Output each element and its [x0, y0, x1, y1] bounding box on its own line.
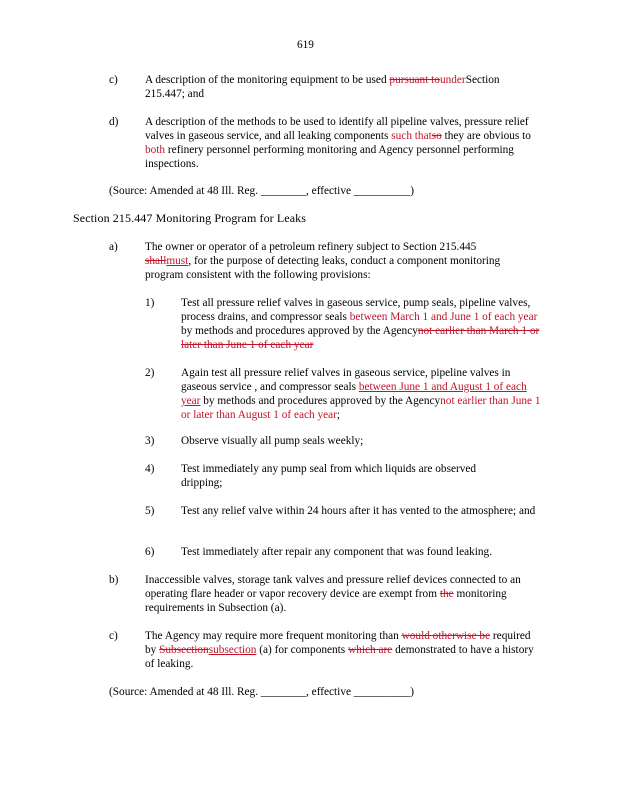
subsection-c-deleted-3: which are — [348, 644, 393, 656]
item-1-text-2: by methods and procedures approved by the Agency — [181, 325, 418, 337]
subsection-c-inserted: subsection — [208, 644, 257, 656]
item-c-text-1: A description of the monitoring equipment to be used — [145, 74, 390, 86]
item-c-text — [145, 73, 530, 101]
item-c-text-2: Section 215.447; and — [145, 74, 500, 100]
item-1-deleted: not earlier than March 1 or later than June 1 of each year — [181, 325, 540, 351]
subsection-c-text — [145, 629, 543, 671]
section-heading: Section 215.447 Monitoring Program for Leaks — [73, 211, 307, 225]
subsection-b-text — [145, 573, 530, 615]
item-5-label: 5) — [145, 505, 155, 517]
item-c-deleted: pursuant to — [389, 74, 440, 86]
subsection-c-text-4: demonstrated to have a history of leaking. — [145, 644, 534, 670]
subsection-a-text-1: The owner or operator of a petroleum refinery subject to Section 215.445 — [145, 241, 477, 253]
item-d-inserted-2: both — [145, 144, 166, 156]
item-d-text-3: refinery personnel performing monitoring and Agency personnel performing inspections. — [145, 144, 514, 170]
subsection-a-inserted: must — [166, 255, 189, 267]
subsection-a-label: a) — [109, 241, 118, 253]
item-6-text: Test immediately after repair any component that was found leaking. — [181, 546, 493, 558]
item-4-text: Test immediately any pump seal from which liquids are observed dripping; — [181, 463, 477, 489]
item-1-text-1: Test all pressure relief valves in gaseous service, pump seals, pipeline valves, process drains, and compressor seals — [181, 297, 531, 323]
subsection-c-deleted-2: Subsection — [159, 644, 209, 656]
item-1-label: 1) — [145, 297, 155, 309]
item-d-inserted-1: such that — [391, 130, 432, 142]
subsection-a-text-2: , for the purpose of detecting leaks, conduct a component monitoring program consistent with the following provisions: — [145, 255, 501, 281]
item-6-label: 6) — [145, 546, 155, 558]
item-2-text-2: by methods and procedures approved by the Agency — [200, 395, 441, 407]
subsection-b-text-1: Inaccessible valves, storage tank valves and pressure relief devices connected to an operating flare header or vapor recovery device are exempt from — [145, 574, 521, 600]
subsection-c-label: c) — [109, 630, 118, 642]
subsection-b-label: b) — [109, 574, 119, 586]
item-2-inserted: between June 1 and August 1 of each year — [181, 381, 527, 407]
item-2-text — [181, 366, 541, 422]
item-d-text — [145, 115, 540, 171]
subsection-c-deleted-1: would otherwise be — [401, 630, 491, 642]
item-c-label: c) — [109, 74, 118, 86]
source-note-2: (Source: Amended at 48 Ill. Reg. ________, effective __________) — [109, 686, 415, 698]
item-d-text-1: A description of the methods to be used to identify all pipeline valves, pressure relief valves in gaseous service, and all leaking components — [145, 116, 529, 142]
item-4-label: 4) — [145, 463, 155, 475]
item-d-label: d) — [109, 116, 119, 128]
subsection-c-text-3: (a) for components — [256, 644, 349, 656]
subsection-a-deleted: shall — [145, 255, 167, 267]
item-2-text-1: Again test all pressure relief valves in gaseous service, pipeline valves in gaseous service , and compressor seals — [181, 367, 511, 393]
item-3-label: 3) — [145, 435, 155, 447]
item-2-red-text: not earlier than June 1 or later than August 1 of each year — [181, 395, 541, 421]
item-1-text — [181, 296, 541, 352]
item-1-inserted: between March 1 and June 1 of each year — [349, 311, 538, 323]
item-c-inserted: under — [439, 74, 466, 86]
item-2-label: 2) — [145, 367, 155, 379]
subsection-b-text-2: monitoring requirements in Subsection (a). — [145, 588, 507, 614]
item-5-text: Test any relief valve within 24 hours after it has vented to the atmosphere; and — [181, 505, 536, 517]
source-note-1: (Source: Amended at 48 Ill. Reg. ________, effective __________) — [109, 185, 415, 197]
subsection-c-text-2: required by — [145, 630, 531, 656]
subsection-b-deleted: the — [439, 588, 454, 600]
page-number: 619 — [297, 39, 314, 51]
subsection-c-text-1: The Agency may require more frequent monitoring than — [145, 630, 402, 642]
item-2-text-3: ; — [336, 409, 341, 421]
subsection-a-text — [145, 240, 525, 282]
item-3-text: Observe visually all pump seals weekly; — [181, 435, 364, 447]
item-d-deleted: so — [431, 130, 442, 142]
item-d-text-2: they are obvious to — [441, 130, 531, 142]
